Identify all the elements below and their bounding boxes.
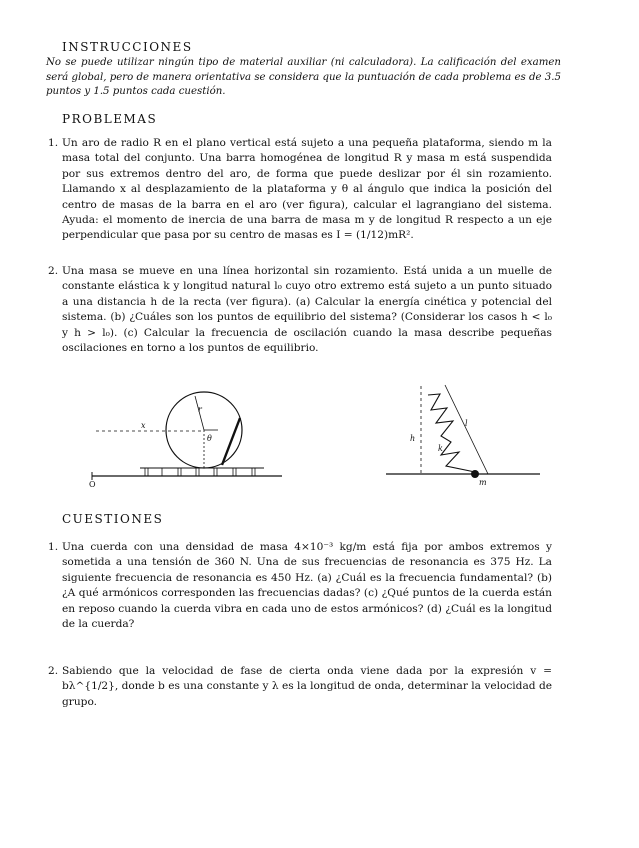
question-2 (48, 664, 552, 710)
problemas-heading: PROBLEMAS (62, 112, 158, 126)
problem-2-number: 2. (48, 265, 59, 277)
problem-1-text: Un aro de radio R en el plano vertical está sujeto a una pequeña plataforma, siendo m la masa total del conjunto. Una barra homogénea de longitud R y masa m está suspendida por sus extremos dentro del aro, de forma que puede deslizar por él sin rozamiento. Llamando x al desplazamiento de la plataforma y θ al ángulo que indica la posición del centro de masas de la barra en el aro (ver figura), calcular el lagrangiano del sistema. Ayuda: el momento de inercia de una barra de masa m y de longitud R respecto a un eje perpendicular que pasa por su centro de masas es I = (1/12)mR². (62, 137, 552, 242)
theta-label: θ (207, 434, 212, 443)
problem-2-text: Una masa se mueve en una línea horizontal sin rozamiento. Está unida a un muelle de constante elástica k y longitud natural l₀ cuyo otro extremo está sujeto a un punto situado a una distancia h de la recta (ver figura). (a) Calcular la energía cinética y potencial del sistema. (b) ¿Cuáles son los puntos de equilibrio del sistema? (Considerar los casos h < l₀ y h > l₀). (c) Calcular la frecuencia de oscilación cuando la masa describe pequeñas oscilaciones en torno a los puntos de equilibrio. (62, 265, 552, 355)
rod (222, 418, 240, 465)
cuestiones-heading: CUESTIONES (62, 512, 164, 526)
problem-1-number: 1. (48, 137, 59, 149)
figure-2-spring (386, 385, 540, 487)
instructions-text: No se puede utilizar ningún tipo de material auxiliar (ni calculadora). La calificación del examen será global, pero de manera orientativa se considera que la puntuación de cada problema es de 3.5 puntos y 1.5 puntos cada cuestión. (46, 57, 561, 97)
mass-point (471, 470, 479, 478)
wheels (145, 468, 255, 476)
question-2-text: Sabiendo que la velocidad de fase de cierta onda viene dada por la expresión v = bλ^{1/2}, donde b es una constante y λ es la longitud de onda, determinar la velocidad de grupo. (62, 665, 552, 708)
question-2-number: 2. (48, 665, 59, 677)
figure-1-hoop (89, 392, 282, 489)
question-1 (48, 540, 552, 632)
m-label: m (479, 478, 487, 487)
x-label: x (141, 421, 146, 430)
r-label: r (198, 405, 202, 414)
origin-label: O (89, 480, 96, 489)
question-1-text: Una cuerda con una densidad de masa 4×10⁻³ kg/m está fija por ambos extremos y sometida a una tensión de 360 N. Una de sus frecuencias de resonancia es 375 Hz. La siguiente frecuencia de resonancia es 450 Hz. (a) ¿Cuál es la frecuencia fundamental? (b) ¿A qué armónicos corresponden las frecuencias dadas? (c) ¿Qué puntos de la cuerda están en reposo cuando la cuerda vibra en cada uno de estos armónicos? (d) ¿Cuál es la longitud de la cuerda? (62, 541, 552, 631)
question-1-number: 1. (48, 541, 59, 553)
h-label: h (410, 434, 416, 443)
l-label: l (465, 419, 468, 428)
instructions-heading: INSTRUCCIONES (62, 40, 193, 54)
k-label: k (438, 444, 443, 453)
